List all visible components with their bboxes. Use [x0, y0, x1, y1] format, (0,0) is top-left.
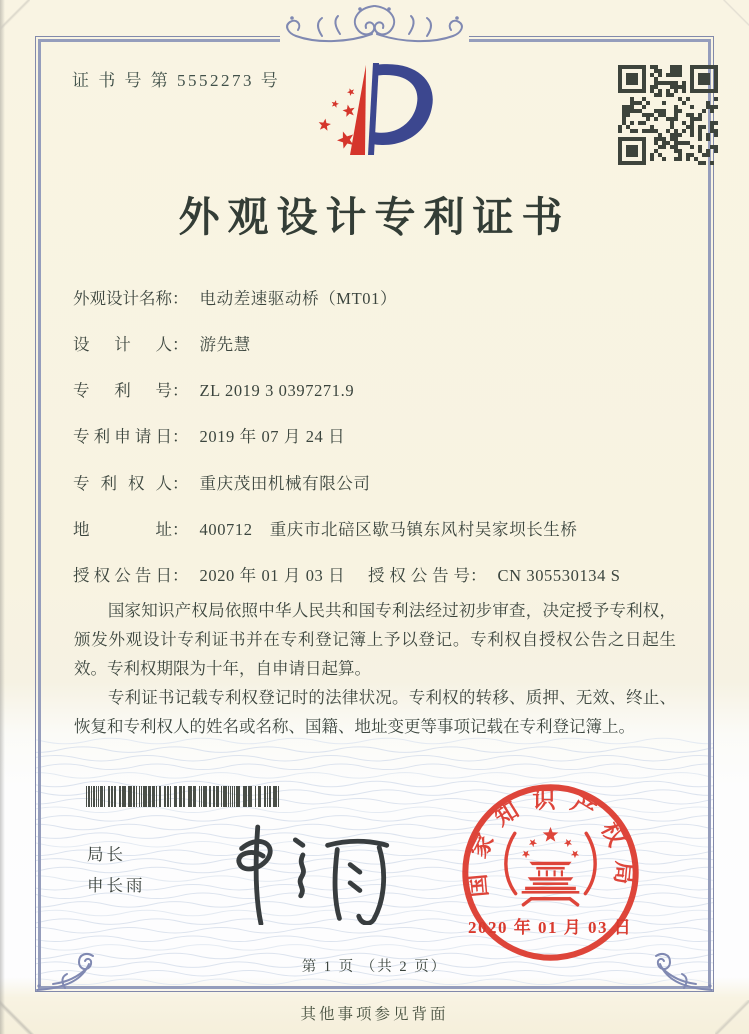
certificate-number: 证 书 号 第 5552273 号 [72, 71, 281, 90]
barcode [84, 786, 284, 807]
field-label: 授权公告号 [368, 566, 470, 585]
national-emblem [506, 827, 595, 905]
field-value: 2020 年 01 月 03 日 [199, 566, 346, 585]
seal-agency-text: 国家知识产权局 [463, 787, 638, 899]
field-gazette-no [368, 562, 621, 586]
page-indicator: 第 1 页 （共 2 页） [301, 959, 448, 975]
certificate-title: 外观设计专利证书 [178, 194, 571, 240]
field-row-designer [73, 331, 699, 357]
field-value: 电动差速驱动桥（MT01） [199, 289, 398, 308]
field-value: 2019 年 07 月 24 日 [199, 427, 346, 446]
field-label: 外观设计名称 [73, 289, 172, 308]
qr-code [618, 65, 718, 165]
field-label: 地址 [73, 520, 172, 539]
field-colon: ： [470, 566, 487, 585]
field-row-design-name [73, 285, 699, 311]
scan-edge-mark [723, 0, 749, 26]
cnipa-logo [288, 45, 463, 180]
legal-paragraph-1: 国家知识产权局依照中华人民共和国专利法经过初步审查，决定授予专利权，颁发外观设计专利证书并在专利登记簿上予以登记。专利权自授权公告之日起生效。专利权期限为十年，自申请日起算。 [74, 601, 676, 678]
field-colon: ： [172, 474, 189, 493]
field-row-grant-date [73, 562, 699, 588]
field-label: 设计人 [73, 335, 172, 354]
field-row-address [73, 516, 699, 542]
field-label: 专利权人 [73, 474, 172, 493]
field-colon: ： [172, 566, 189, 585]
field-label: 授权公告日 [73, 566, 172, 585]
field-value: ZL 2019 3 0397271.9 [199, 381, 355, 400]
field-value: CN 305530134 S [497, 566, 621, 585]
field-colon: ： [172, 427, 189, 446]
seal-date: 2020 年 01 月 03 日 [468, 918, 633, 937]
svg-text:国家知识产权局 [464, 787, 637, 898]
director-title: 局长 [87, 845, 126, 864]
field-value: 游先慧 [199, 335, 251, 354]
field-value: 重庆茂田机械有限公司 [199, 474, 371, 493]
field-label: 专利号 [73, 381, 172, 400]
director-signature [190, 815, 405, 925]
field-row-patentee [73, 470, 699, 496]
logo-stars [319, 88, 355, 148]
border-ornament-top [252, 0, 497, 46]
back-side-note: 其他事项参见背面 [300, 1006, 449, 1023]
legal-text [74, 596, 676, 741]
director-name: 申长雨 [87, 876, 146, 895]
legal-paragraph-2: 专利证书记载专利权登记时的法律状况。专利权的转移、质押、无效、终止、恢复和专利权人的姓名或名称、国籍、地址变更等事项记载在专利登记簿上。 [74, 688, 676, 736]
field-row-patent-no [73, 377, 699, 403]
field-colon: ： [172, 335, 189, 354]
field-colon: ： [172, 520, 189, 539]
field-row-filing-date [73, 423, 699, 449]
scan-edge-shadow [0, 0, 5, 1034]
field-value: 400712 重庆市北碚区歇马镇东风村吴家坝长生桥 [199, 520, 578, 539]
field-label: 专利申请日 [73, 427, 172, 446]
field-colon: ： [172, 289, 189, 308]
field-colon: ： [172, 381, 189, 400]
